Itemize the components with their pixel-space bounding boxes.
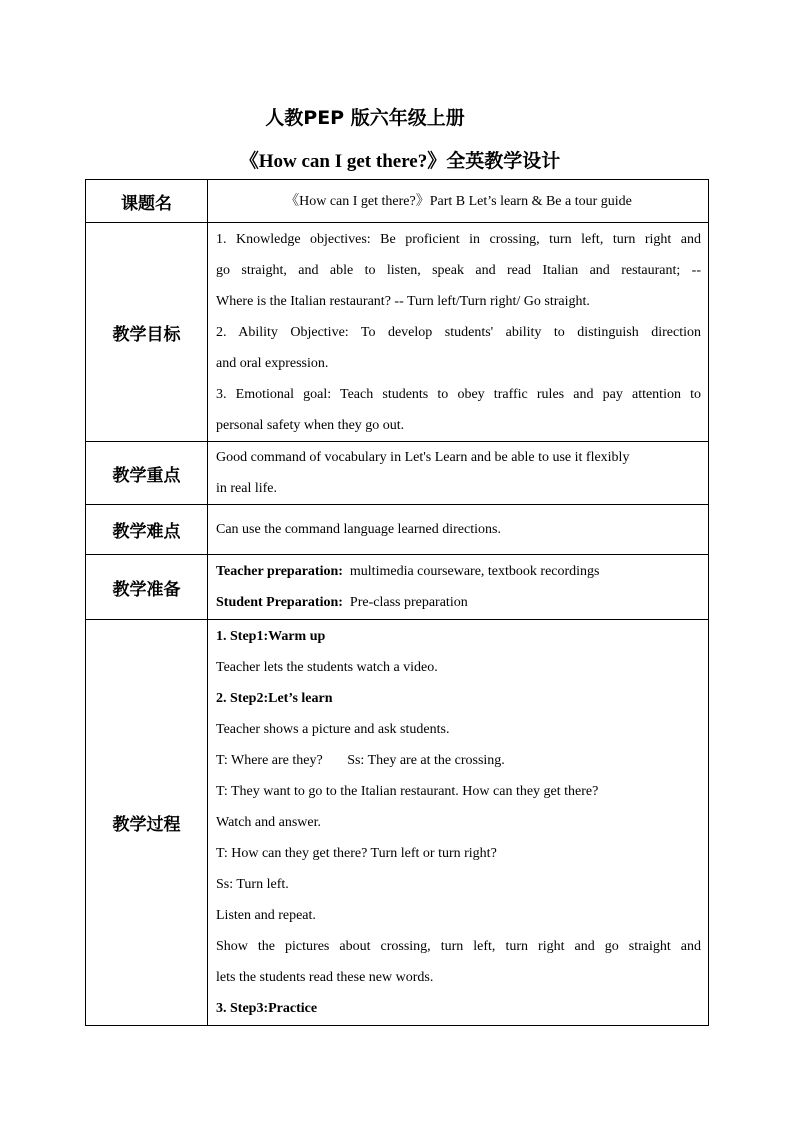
row-preparation [86,555,709,620]
preparation-content [208,555,709,620]
label-key-points: 教学重点 [86,442,208,505]
row-process [86,620,709,1026]
step1-title: 1. Step1:Warm up [216,629,326,644]
topic-value: 《How can I get there?》Part B Let’s learn & Be a tour guide [208,180,709,223]
step2-title: 2. Step2:Let’s learn [216,691,333,706]
lesson-plan-table [85,179,709,1026]
row-objectives [86,223,709,442]
row-difficulties [86,505,709,555]
label-difficulties: 教学难点 [86,505,208,555]
document-subtitle: 《How can I get there?》全英教学设计 [239,151,561,172]
key-points-content: Good command of vocabulary in Let's Learn and be able to use it flexibly in real life. [208,442,709,505]
teacher-preparation: Teacher preparation: multimedia courseware, textbook recordings [216,564,600,579]
label-preparation: 教学准备 [86,555,208,620]
process-content: 1. Step1:Warm up Teacher lets the students watch a video. 2. Step2:Let’s learn Teacher shows a picture and ask students. T: Where are they? Ss: They are at the crossing. T: They want to go to the Italian restaurant. How can they get there? Watch and answer. T: How can they get there? Turn left or turn right? Ss: Turn left. Listen and repeat. Show the pictures about crossing, turn left, turn right and go straight and lets the students read these new words. 3. Step3:Practice [208,620,709,1026]
row-key-points [86,442,709,505]
label-topic: 课题名 [86,180,208,223]
label-objectives: 教学目标 [86,223,208,442]
step3-title: 3. Step3:Practice [216,1001,318,1016]
document-title: 人教PEP 版六年级上册 [265,107,465,129]
objectives-content: 1. Knowledge objectives: Be proficient in crossing, turn left, turn right and go straight, and able to listen, speak and read Italian and restaurant; -- Where is the Italian restaurant? -- Turn left/Turn right/ Go straight. 2. Ability Objective: To develop students' ability to distinguish direction and oral expression. 3. Emotional goal: Teach students to obey traffic rules and pay attention to personal safety when they go out. [208,223,709,442]
difficulties-content: Can use the command language learned directions. [208,505,709,555]
row-topic [86,180,709,223]
label-process: 教学过程 [86,620,208,1026]
student-preparation: Student Preparation: Pre-class preparation [216,595,468,610]
